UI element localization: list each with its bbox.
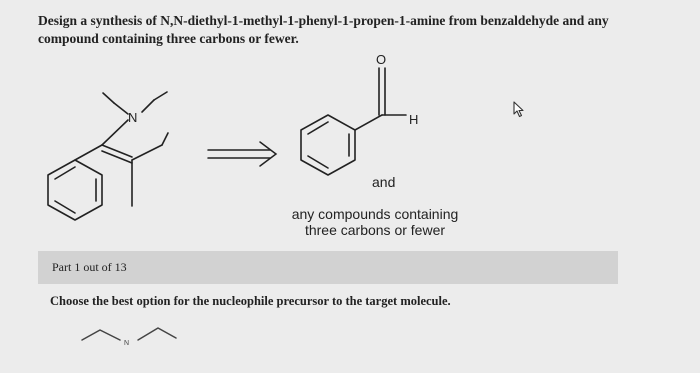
part-progress-bar	[38, 251, 618, 284]
target-n-ethyl-left-2	[103, 93, 114, 103]
benzaldehyde-ring-bond	[355, 115, 382, 130]
retrosynthesis-arrow	[208, 142, 276, 166]
target-benzene-ring	[48, 160, 102, 220]
question-line-2: compound containing three carbons or fewer.	[38, 31, 299, 46]
target-methyl-end	[162, 133, 168, 145]
benzaldehyde-ring	[301, 115, 355, 175]
target-cn-bond	[102, 120, 128, 145]
target-n-ethyl-left-1	[114, 103, 128, 114]
target-methyl-right	[132, 145, 162, 160]
target-n-ethyl-right-1	[142, 100, 154, 112]
benzaldehyde-hydrogen-label: H	[409, 112, 419, 127]
question-prompt: Choose the best option for the nucleophile precursor to the target molecule.	[50, 294, 451, 308]
option-left-ethyl	[82, 330, 120, 340]
target-alkene-bond-1	[102, 145, 132, 157]
benzaldehyde-molecule	[301, 68, 406, 175]
part-label: Part 1 out of 13	[52, 260, 127, 274]
and-label: and	[372, 174, 396, 190]
reagent-line-2: three carbons or fewer	[304, 222, 446, 238]
option-molecule-diethylamine[interactable]	[80, 318, 190, 348]
reagent-line-1: any compounds containing	[291, 206, 459, 222]
mouse-cursor-icon	[511, 101, 527, 119]
target-n-ethyl-right-2	[154, 92, 167, 100]
target-molecule	[48, 92, 168, 220]
benzaldehyde-oxygen-label: O	[376, 52, 387, 67]
question-line-1: Design a synthesis of N,N-diethyl-1-methyl-1-phenyl-1-propen-1-amine from benzaldehyde and any	[38, 13, 609, 28]
target-alkene-bond-2	[102, 151, 132, 163]
target-nitrogen-label: N	[128, 110, 138, 125]
option-right-ethyl	[138, 328, 176, 340]
target-ring-bond	[75, 145, 102, 160]
option-nitrogen-label: N	[124, 340, 130, 347]
